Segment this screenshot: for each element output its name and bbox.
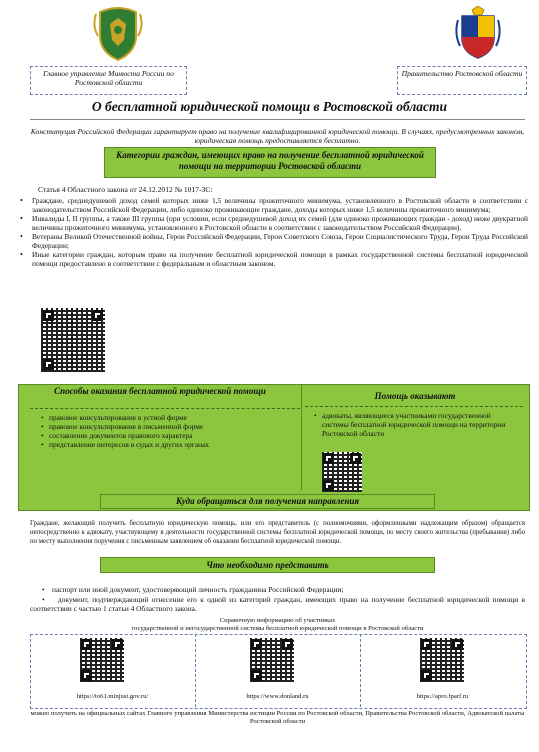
providers-heading: Помощь оказывают [374, 391, 456, 401]
qr-code-donland [250, 638, 294, 682]
title-divider [30, 119, 525, 120]
list-item: • адвокаты, являющиеся участниками государственной системы бесплатной юридической помощи на территории Ростовской области [313, 411, 513, 438]
needed-heading: Что необходимо представить [100, 557, 435, 573]
intro-text: Конституция Российской Федерации гарантирует право на получение квалифицированной юридической помощи. В случаях, предусмотренных законом, юридическая помощь предоставляется бесплатно. [30, 127, 525, 145]
reference-title [30, 617, 525, 633]
needed-list [30, 585, 525, 614]
panel-divider [301, 384, 302, 490]
link-apro[interactable]: https://apro.fparf.ru [416, 693, 469, 700]
rostov-region-emblem-icon [452, 6, 504, 62]
where-heading: Куда обращаться для получения направления [100, 494, 435, 509]
reference-title-line: Справочную информацию об участниках [219, 617, 336, 624]
list-item: • представление интересов в судах и других органах [40, 440, 295, 449]
reference-title-line: государственной и негосударственной системы бесплатной юридической помощи в Ростовской области [131, 625, 424, 632]
methods-divider [30, 408, 300, 410]
list-item: • Ветераны Великой Отечественной войны, Герои Российской Федерации, Герои Советского Союза, Герои Социалистического Труда, Герои Труда Российской Федерации; [18, 232, 528, 250]
list-item: • паспорт или иной документ, удостоверяющий личность гражданина Российской Федерации; [42, 585, 344, 594]
qr-code-providers [322, 452, 362, 492]
minjust-emblem-icon [92, 6, 144, 62]
list-item: • Инвалиды I, II группы, а также III группы (при условии, если среднедушевой доход их семей (для одиноко проживающих граждан - доход) ниже двукратной величины прожиточного минимума, установленного в Ростовской области в соответствии с законодательством Российской Федерации). [18, 214, 528, 232]
list-item: • правовое консультирование в письменной форме [40, 422, 295, 431]
categories-list [18, 196, 528, 268]
qr-code-apro [420, 638, 464, 682]
list-item: • документ, подтверждающий отнесение его к одной из категорий граждан, имеющих право на получение бесплатной юридической помощи в соответствии с частью 1 статьи 4 Областного закона. [30, 594, 525, 613]
page-title: О бесплатной юридической помощи в Ростовской области [91, 99, 448, 114]
methods-list [40, 413, 295, 449]
qr-code-categories [41, 308, 105, 372]
needed-item-text: документ, подтверждающий отнесение его к одной из категорий граждан, имеющих право на получение бесплатной юридической помощи в соответствии с частью 1 статьи 4 Областного закона. [30, 594, 525, 613]
header-left-org: Главное управление Минюста России по Ростовской области [30, 66, 187, 95]
footer-text: можно получить на официальных сайтах Главного управления Министерства юстиции России по Ростовской области, Правительства Ростовской области, Адвокатской палаты Ростовской области [30, 710, 525, 725]
link-minjust[interactable]: https://to61.minjust.gov.ru/ [76, 693, 149, 700]
list-item: • составление документов правового характера [40, 431, 295, 440]
list-item: • правовое консультирование в устной форме [40, 413, 295, 422]
header-right-org: Правительство Ростовской области [397, 66, 527, 95]
where-text: Граждане, желающий получить бесплатную юридическую помощь, или его представитель (с полномочиями, оформленными надлежащим образом) обращается непосредственно к адвокату, участвующему в деятельности государственной системы бесплатной юридической помощи, по месту своего жительства (пребывания) либо по месту выполнения поручения с письменным заявлением об оказании бесплатной юридической помощи. [30, 520, 525, 545]
providers-divider [305, 406, 523, 408]
needed-item-text: паспорт или иной документ, удостоверяющий личность гражданина Российской Федерации; [51, 585, 344, 594]
law-reference: Статья 4 Областного закона от 24.12.2012 № 1017-ЗС: [38, 185, 213, 194]
list-item: • Граждане, среднедушевой доход семей которых ниже 1,5 величины прожиточного минимума, установленного в Ростовской области в соответствии с законодательством Российской Федерации, либо одиноко проживающие граждане, доходы которых ниже 1,5 величины прожиточного минимума; [18, 196, 528, 214]
list-item: • Иные категории граждан, которым право на получение бесплатной юридической помощи в рамках государственной системы бесплатной юридической помощи предоставлено в соответствии с федеральным и областным законом. [18, 250, 528, 268]
methods-heading: Способы оказания бесплатной юридической помощи [54, 386, 266, 396]
categories-heading: Категории граждан, имеющих право на получение бесплатной юридической помощи на территории Ростовской области [104, 147, 436, 178]
providers-list [313, 411, 513, 438]
qr-code-minjust [80, 638, 124, 682]
link-donland[interactable]: https://www.donland.ru [246, 693, 309, 700]
